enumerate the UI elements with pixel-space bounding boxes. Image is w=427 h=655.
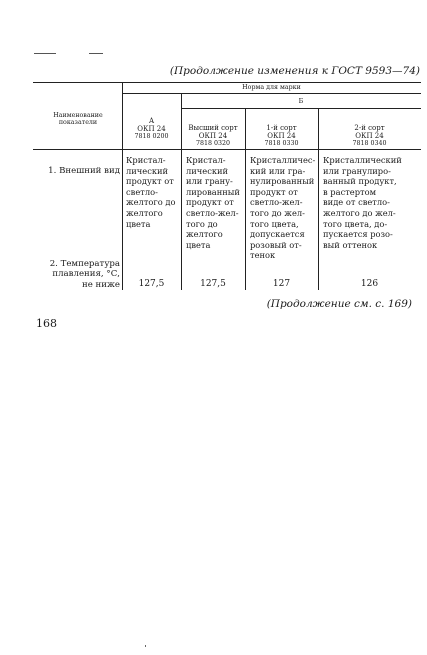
grade-header-top: [181, 124, 245, 147]
table-cell-value: 127,5: [200, 279, 226, 289]
table-cell: Кристал- лический продукт от светло- желтого до желтого цвета: [126, 155, 176, 229]
table-cell: Кристал- лический или грану- лированный продукт от светло-жел- того до желтого цвета: [186, 155, 240, 250]
grade-name: Высший сорт: [188, 124, 238, 132]
row-label-melting-temperature: 2. Температура плавления, °С, не ниже: [49, 259, 120, 290]
norm-header-rule: [122, 93, 421, 94]
grade-code: 7818 0200: [134, 133, 169, 140]
header-bottom-rule: [33, 149, 421, 150]
row-label-appearance: 1. Внешний вид: [48, 166, 120, 176]
grade-okp: ОКП 24: [198, 132, 228, 140]
table-cell-value: 127,5: [138, 279, 165, 289]
group-b-rule: [181, 108, 421, 109]
scan-dot: [145, 645, 146, 647]
table-cell-value: 126: [360, 279, 379, 289]
indicators-header: Наименование показатели: [53, 112, 103, 127]
group-b-label: Б: [298, 98, 304, 105]
scan-mark: [89, 53, 103, 54]
grade-okp: ОКП 24: [137, 125, 166, 133]
table-cell-value: 127: [272, 279, 291, 289]
grade-header-first: [245, 124, 318, 147]
grade-code: 7818 0340: [352, 140, 387, 147]
grade-code: 7818 0320: [195, 140, 231, 147]
grade-name: А: [148, 117, 155, 125]
grade-okp: ОКП 24: [355, 132, 384, 140]
page-number: 168: [36, 317, 57, 330]
grade-code: 7818 0330: [264, 140, 299, 147]
column-divider: [122, 82, 123, 290]
grade-name: 2-й сорт: [354, 124, 385, 132]
grade-name: 1-й сорт: [266, 124, 297, 132]
scan-mark: [34, 53, 56, 54]
norm-header: Норма для марки: [242, 84, 301, 91]
grade-okp: ОКП 24: [267, 132, 296, 140]
continuation-note-bottom: (Продолжение см. с. 169): [266, 298, 412, 310]
table-cell: Кристаллический или гранулиро- ванный продукт, в растертом виде от светло- желтого до жел- того цвета, до- пускается розо- вый оттенок: [323, 155, 402, 250]
continuation-note-top: (Продолжение изменения к ГОСТ 9593—74): [169, 65, 420, 77]
grade-header-second: [318, 124, 421, 147]
table-top-rule: [33, 82, 421, 83]
grade-header-a: [122, 117, 181, 140]
table-cell: Кристалличес- кий или гра- нулированный продукт от светло-жел- того до жел- того цвета, допускается розовый от- тенок: [250, 155, 316, 261]
column-divider: [181, 93, 182, 290]
